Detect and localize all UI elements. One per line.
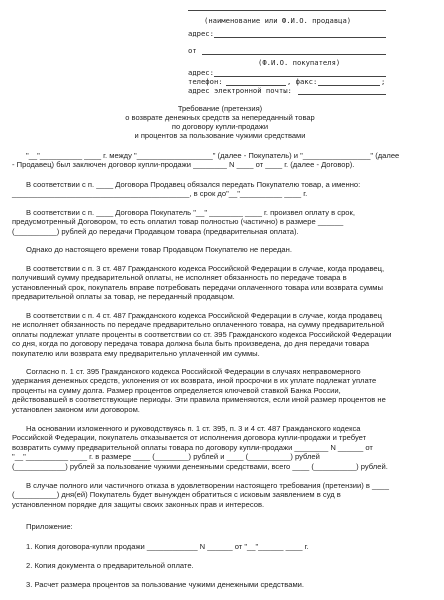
seller-address-line: [214, 37, 386, 38]
p9-line-2: (__________) дня(ей) Покупатель будет вынужден обратиться с исковым заявлением в суд в: [12, 490, 341, 500]
p7-line-1: Согласно п. 1 ст. 395 Гражданского кодекса Российской Федерации в случаях неправомерного: [26, 367, 361, 376]
paragraph-article-487-4: [12, 311, 436, 358]
paragraph-demand: [12, 424, 436, 471]
paragraph-article-395: [12, 367, 436, 414]
buyer-name-line: [202, 54, 386, 55]
p6-line-4: со дня, когда по договору передача товара должна была быть произведена, до дня передачи товара: [12, 339, 370, 349]
paragraph-contract: [12, 151, 436, 170]
email-label: адрес электронной почты:: [188, 86, 292, 95]
p9-line-3: установленном порядке для защиты своих законных прав и интересов.: [12, 499, 265, 509]
paragraph-seller-obligation: [12, 180, 436, 199]
p7-line-4: действовавшей в соответствующие периоды. Эти правила применяются, если иной размер процентов не: [12, 395, 386, 405]
seller-address-label: адрес:: [188, 29, 214, 38]
fax-end: ;: [381, 77, 386, 86]
attachment-item-2: 2. Копия документа о предварительной оплате.: [26, 561, 194, 570]
p7-line-3: проценты на сумму долга. Размер процентов определяется ключевой ставкой Банка России,: [12, 385, 341, 395]
p1-line-2: - Продавец) был заключен договор купли-продажи ________ N ____ от ____ г. (далее - Договор).: [12, 160, 355, 170]
fax-label: , факс:: [287, 77, 318, 86]
p7-line-2: удержания денежных средств, уклонения от их возврата, иной просрочки в их уплате подлежат уплате: [12, 376, 377, 386]
p8-line-5: (____________) рублей за пользование чужими денежными средствами, всего ____ (__________) рублей.: [12, 461, 388, 471]
paragraph-court-warning: [12, 481, 436, 509]
p6-line-2: не исполняет обязанность по передаче предварительно оплаченного товара, на сумму предварительной: [12, 320, 385, 330]
email-line: [298, 94, 386, 95]
p8-line-2: Российской Федерации, покупатель отказывается от исполнения договора купли-продажи и требует: [12, 433, 367, 443]
p7-line-5: установлен законом или договором.: [12, 404, 140, 414]
p3-line-2: предусмотренный Договором, то есть оплатил товар полностью (частично) в размере ______: [12, 217, 344, 227]
p8-line-4: "__"__________ ____ г. в размере ____ (________) рублей и ____ (__________) рублей: [12, 452, 320, 462]
p6-line-5: покупателю или возврата ему предварительно уплаченной им суммы.: [12, 348, 260, 358]
p5-line-2: получивший сумму предварительной оплаты, не исполняет обязанность по передаче товара в: [12, 273, 347, 283]
p9-line-1: В случае полного или частичного отказа в удовлетворении настоящего требования (претензии) в ____: [26, 481, 389, 490]
p5-line-1: В соответствии с п. 3 ст. 487 Гражданского кодекса Российской Федерации в случае, когда продавец,: [26, 264, 385, 273]
p2-line-1: В соответствии с п. ____ Договора Продавец обязался передать Покупателю товар, а именно:: [26, 180, 361, 189]
title-line-3: по договору купли-продажи: [171, 122, 269, 131]
paragraph-payment: [12, 208, 436, 236]
from-label: от: [188, 46, 197, 55]
p6-line-3: оплаты подлежат уплате проценты в соответствии со ст. 395 Гражданского кодекса Российской Федерации: [12, 329, 392, 339]
title-line-1: Требование (претензия): [177, 104, 263, 113]
p8-line-3: возвратить сумму предварительной оплаты товара по договору купли-продажи ________ N ______ от: [12, 442, 373, 452]
p5-line-4: предварительной оплаты за товар, не переданный продавцом.: [12, 292, 235, 302]
p4-line-1: Однако до настоящего времени товар Продавцом Покупателю не передан.: [26, 245, 292, 254]
attachment-item-3: 3. Расчет размера процентов за пользование чужими денежными средствами.: [26, 580, 305, 589]
p8-line-1: На основании изложенного и руководствуясь п. 1 ст. 395, п. 3 и 4 ст. 487 Гражданского кодекса: [26, 424, 361, 433]
p5-line-3: установленный срок, покупатель вправе потребовать передачи оплаченного товара или возврата суммы: [12, 282, 383, 292]
paragraph-article-487-3: [12, 264, 436, 302]
title-line-4: и процентов за пользование чужими средствами: [134, 131, 306, 140]
buyer-address-label: адрес:: [188, 68, 214, 77]
title-line-2: о возврате денежных средств за непереданный товар: [125, 113, 315, 122]
buyer-caption: (Ф.И.О. покупателя): [258, 58, 341, 67]
p1-line-1: "__"__________ ____ г. между "__________________" (далее - Покупатель) и "________________" (далее: [26, 151, 400, 160]
paragraph-not-delivered: [12, 245, 436, 254]
fax-line: [318, 85, 380, 86]
p6-line-1: В соответствии с п. 4 ст. 487 Гражданского кодекса Российской Федерации в случае, когда продавец: [26, 311, 382, 320]
p2-line-2: __________________________________________, в срок до"__"__________ ____ г.: [12, 189, 308, 199]
phone-label: телефон:: [188, 77, 223, 86]
attachments-heading: Приложение:: [26, 522, 73, 531]
p3-line-3: (__________) рублей до передачи Продавцом товара (предварительная оплата).: [12, 226, 299, 236]
seller-name-line: [188, 10, 386, 11]
attachment-item-1: 1. Копия договора-купли продажи ____________ N ______ от "__"______ ____ г.: [26, 542, 309, 551]
p3-line-1: В соответствии с п. ____ Договора Покупатель "__" ________ ____ г. произвел оплату в срок,: [26, 208, 355, 217]
seller-caption: (наименование или Ф.И.О. продавца): [204, 16, 352, 25]
